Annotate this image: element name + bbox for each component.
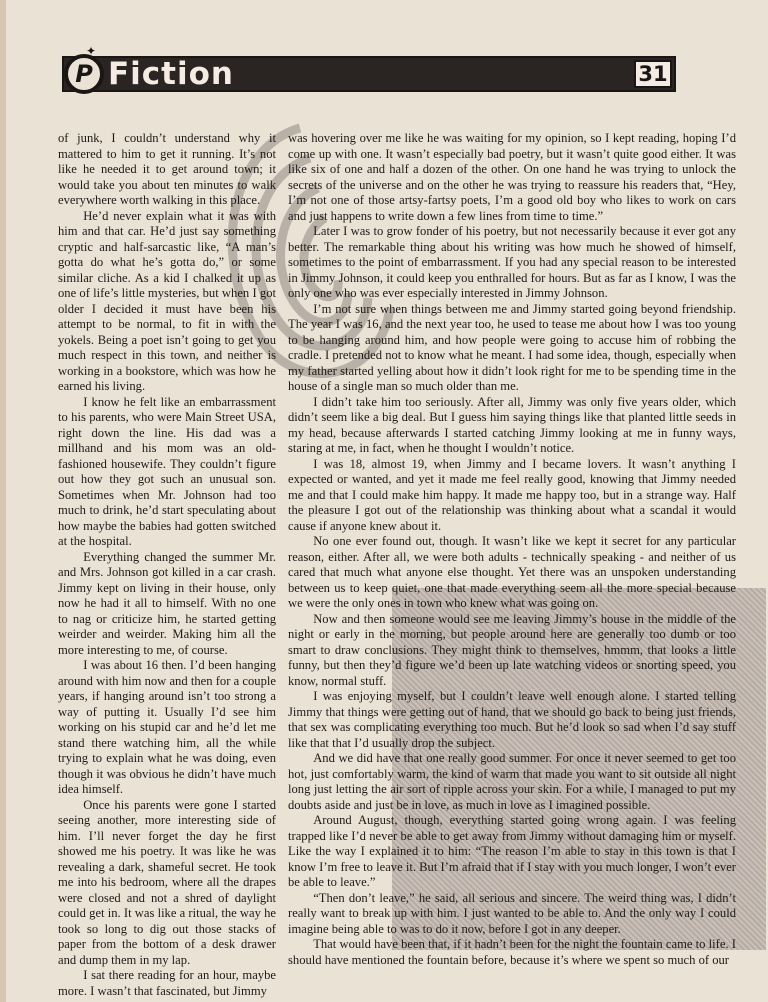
- paragraph: Everything changed the summer Mr. and Mrs. Johnson got killed in a car crash. Jimmy kept on living in their house, only now he had it all to himself. With no one to nag or criticize him, he started getting weirder and weirder. Making him all the more interesting to me, of course.: [58, 549, 276, 657]
- paragraph: I know he felt like an embarrassment to his parents, who were Main Street USA, right down the line. His dad was a millhand and his mom was an old-fashioned housewife. They couldn’t figure out how they got such an unusual son. Sometimes when Mr. Johnson had too much to drink, he’d start speculating about how maybe the babies had gotten switched at the hospital.: [58, 394, 276, 548]
- paragraph: Later I was to grow fonder of his poetry, but not necessarily because it ever got any better. The remarkable thing about his writing was how much he showed of himself, sometimes to the point of embarrassment. If you had any special reason to be interested in Jimmy Johnson, it could keep you enthralled for hours. But as far as I know, I was the only one who was ever especially interested in Jimmy Johnson.: [288, 224, 736, 300]
- paragraph: “Then don’t leave,” he said, all serious and sincere. The weird thing was, I didn’t really want to break up with him. I just wanted to be able to. And the only way I could imagine being able to was to do it now, before I got in any deeper.: [288, 890, 736, 936]
- paragraph: I didn’t take him too seriously. After all, Jimmy was only five years older, which didn’t seem like a big deal. But I guess him saying things like that planted little seeds in my head, because afterwards I started catching Jimmy looking at me in funny ways, staring at me, in fact, when he thought I wouldn’t notice.: [288, 394, 736, 455]
- paragraph: was hovering over me like he was waiting for my opinion, so I kept reading, hoping I’d come up with one. It wasn’t especially bad poetry, but it wasn’t quite good either. It was like six of one and half a dozen of the other. On one hand he was trying to unlock the secrets of the universe and on the other he was trying to reassure his readers that, “Hey, I’m not one of those artsy-fartsy poets, I’m a good old boy who likes to work on cars and just happens to write down a few lines from time to time.”: [288, 131, 736, 223]
- paragraph: of junk, I couldn’t understand why it mattered to him to get it running. It’s not like he needed it to get around town; it would take you about ten minutes to walk everywhere worth walking in this place.: [58, 131, 276, 207]
- spark-icon: ✦: [86, 44, 97, 58]
- paragraph: No one ever found out, though. It wasn’t like we kept it secret for any particular reason, either. After all, we were both adults - technically speaking - and neither of us cared that much what anyone else thought. Yet there was an unspoken understanding between us to keep quiet, one that made everything seem all the more special because we were the only ones in town who knew what was going on.: [288, 534, 736, 610]
- paragraph: I’m not sure when things between me and Jimmy started going beyond friendship. The year I was 16, and the next year too, he used to tease me about how I was too young to be hanging around him, and how people were going to accuse him of robbing the cradle. I pretended not to know what he meant. I had some idea, though, especially when my father started yelling about how it didn’t look right for me to be spending time in the house of a single man so much older than me.: [288, 301, 736, 393]
- paragraph: I was enjoying myself, but I couldn’t leave well enough alone. I started telling Jimmy that things were getting out of hand, that we should go back to being just friends, that sex was complicating everything too much. But he’d look so sad when I’d say stuff like that that I’d usually drop the subject.: [288, 689, 736, 750]
- page-edge: [0, 0, 6, 1002]
- paragraph: I sat there reading for an hour, maybe more. I wasn’t that fascinated, but Jimmy: [58, 968, 276, 998]
- section-title: Fiction: [108, 56, 234, 92]
- left-text-column: [58, 131, 276, 999]
- paragraph: I was 18, almost 19, when Jimmy and I became lovers. It wasn’t anything I expected or wanted, and yet it made me feel really good, knowing that Jimmy needed me and that I could make him happy. It made me happy too, but in a strange way. Half the pleasure I got out of the relationship was thinking about what a scandal it would cause if anyone knew about it.: [288, 456, 736, 533]
- logo-letter: P: [75, 60, 93, 88]
- paragraph: I was about 16 then. I’d been hanging around with him now and then for a couple years, if hanging around isn’t too strong a way of putting it. Usually I’d see him working on his stupid car and he’d let me stand there watching him, all the while trying to explain what he was doing, even though it was obvious he didn’t have much idea himself.: [58, 658, 276, 796]
- paragraph: He’d never explain what it was with him and that car. He’d just say something cryptic and half-sarcastic like, “A man’s gotta do what he’s gotta do,” or some similar cliche. As a kid I chalked it up as one of life’s little mysteries, but when I got older I decided it must have been his attempt to be normal, to fit in with the yokels. Being a poet isn’t going to get you much respect in this town, and neither is working in a bookstore, which was how he earned his living.: [58, 208, 276, 393]
- right-text-column: [288, 131, 736, 968]
- paragraph: Once his parents were gone I started seeing another, more interesting side of him. I’ll never forget the day he first showed me his poetry. It was like he was revealing a dark, shameful secret. He took me into his bedroom, where all the drapes were closed and not a shred of daylight could get in. It was like a ritual, the way he took so long to dig out those stacks of paper from the bottom of a desk drawer and dump them in my lap.: [58, 797, 276, 967]
- page-number: 31: [634, 60, 672, 88]
- magazine-logo: [64, 54, 104, 94]
- paragraph: Around August, though, everything started going wrong again. I was feeling trapped like I’d never be able to get away from Jimmy without damaging him or myself. Like the way I explained it to him: “The reason I’m able to stay in this town is that I know I’m free to leave it. But I’m afraid that if I stay with you much longer, I won’t ever be able to leave.”: [288, 813, 736, 889]
- paragraph: Now and then someone would see me leaving Jimmy’s house in the middle of the night or early in the morning, but people around here are generally too dumb or too smart to draw conclusions. They might think to themselves, hmmm, that looks a little funny, but then they’d figure we’d been up late watching videos or snorting speed, you know, normal stuff.: [288, 611, 736, 688]
- paragraph: And we did have that one really good summer. For once it never seemed to get too hot, just comfortably warm, the kind of warm that made you want to sit outside all night long just letting the air sort of ripple across your skin. For a while, I managed to put my doubts aside and just be in love, as much in love as I imagined possible.: [288, 751, 736, 812]
- paragraph: That would have been that, if it hadn’t been for the night the fountain came to life. I should have mentioned the fountain before, because it’s where we spent so much of our: [288, 937, 736, 967]
